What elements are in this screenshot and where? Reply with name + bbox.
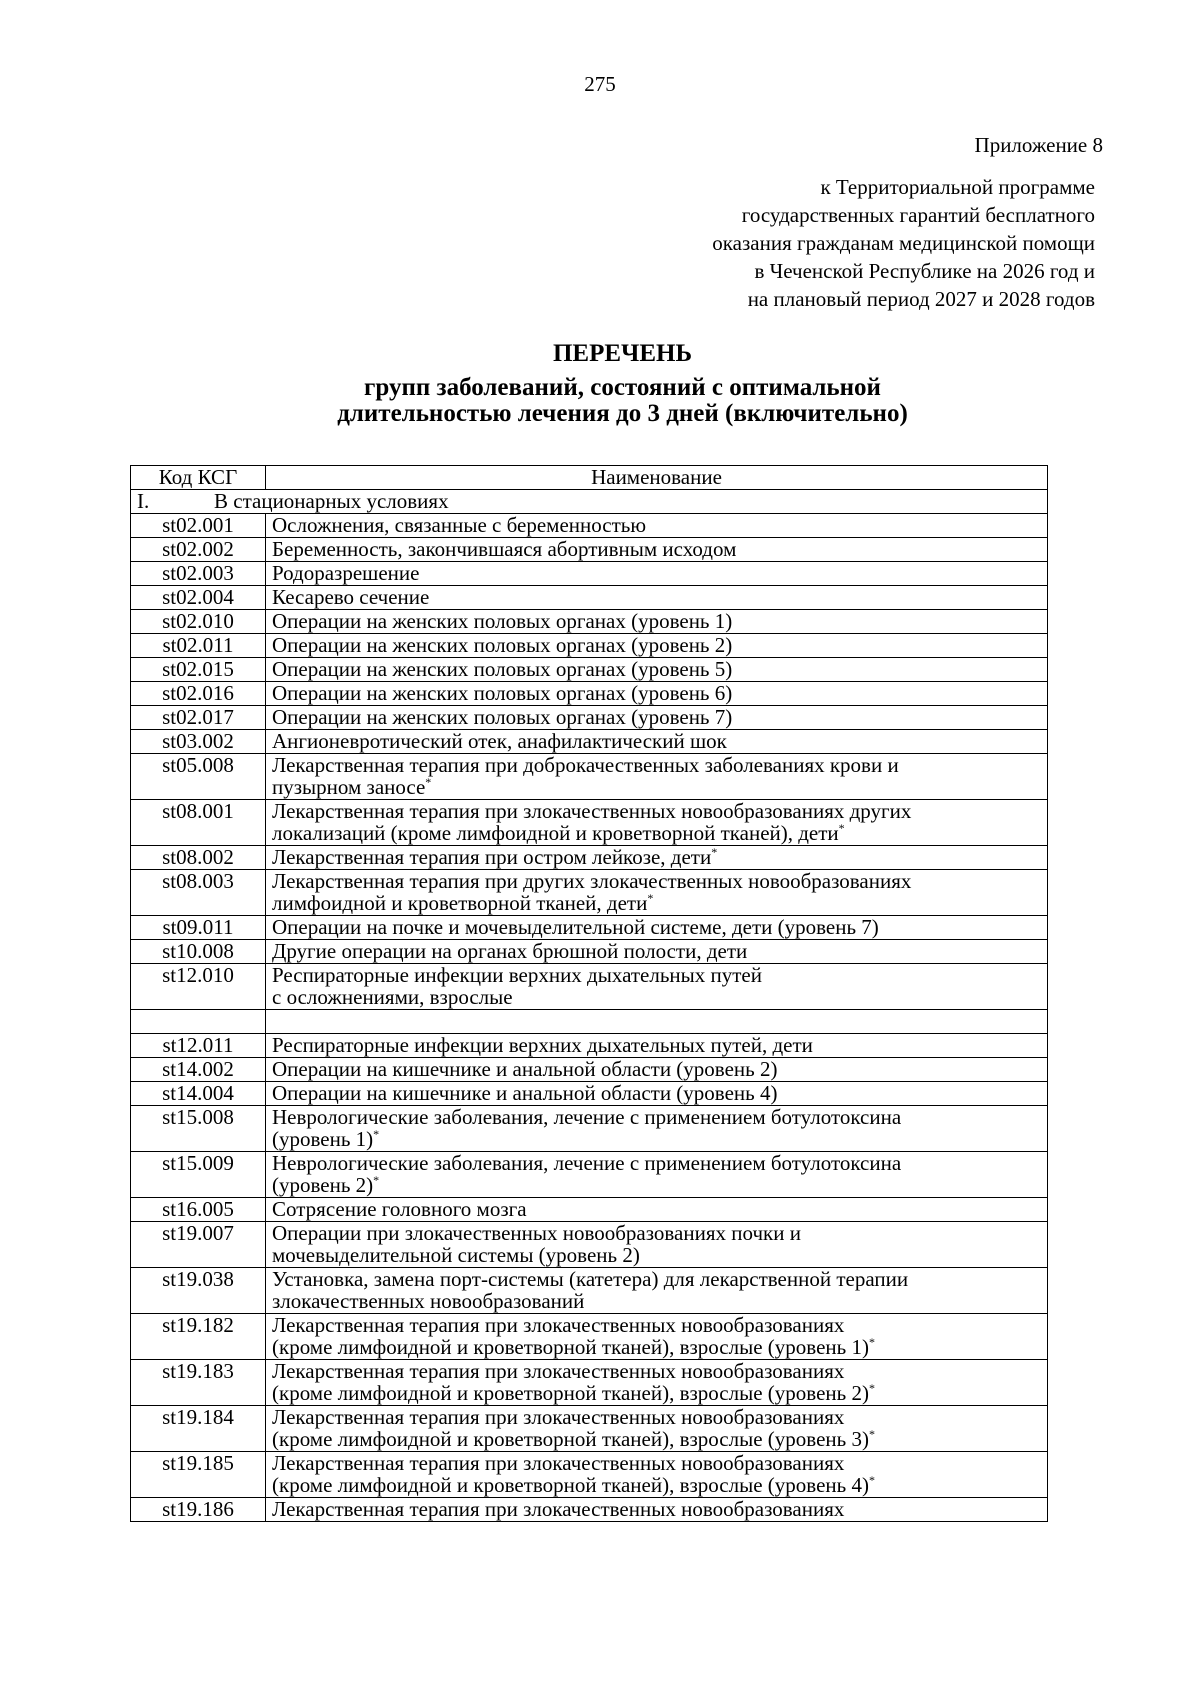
ksg-name-line — [272, 846, 1041, 868]
ksg-name — [266, 1198, 1048, 1222]
ksg-name-text: Кесарево сечение — [272, 585, 430, 609]
header-name: Наименование — [266, 466, 1048, 490]
appendix-line: государственных гарантий бесплатного — [741, 203, 1095, 227]
ksg-name-line — [272, 964, 1041, 986]
section-cell — [131, 490, 1048, 514]
ksg-code: st19.186 — [131, 1498, 266, 1522]
footnote-mark: * — [868, 1381, 875, 1395]
ksg-code: st12.011 — [131, 1034, 266, 1058]
ksg-name-line — [272, 1406, 1041, 1428]
ksg-name-text: Неврологические заболевания, лечение с применением ботулотоксина — [272, 1105, 902, 1129]
table-row — [131, 800, 1048, 846]
ksg-code: st12.010 — [131, 964, 266, 1010]
appendix-title: Приложение 8 — [974, 133, 1103, 157]
ksg-code: st14.004 — [131, 1082, 266, 1106]
ksg-name-text: Операции на кишечнике и анальной области (уровень 4) — [272, 1081, 778, 1105]
table-row — [131, 1452, 1048, 1498]
ksg-name-line — [272, 1382, 1041, 1404]
appendix-subtitle — [712, 173, 1095, 313]
ksg-code: st02.004 — [131, 586, 266, 610]
ksg-name — [266, 514, 1048, 538]
ksg-name — [266, 940, 1048, 964]
table-row — [131, 964, 1048, 1010]
ksg-name — [266, 658, 1048, 682]
ksg-code: st19.182 — [131, 1314, 266, 1360]
ksg-table — [130, 465, 1048, 1522]
ksg-code: st02.010 — [131, 610, 266, 634]
page-number: 275 — [584, 72, 616, 96]
ksg-name — [266, 800, 1048, 846]
footnote-mark: * — [711, 845, 718, 859]
ksg-name-line — [272, 1128, 1041, 1150]
ksg-name — [266, 870, 1048, 916]
ksg-name — [266, 1360, 1048, 1406]
table-row — [131, 1010, 1048, 1034]
ksg-name-line — [272, 706, 1041, 728]
ksg-name-text: Лекарственная терапия при злокачественных новообразованиях — [272, 1359, 845, 1383]
ksg-code: st02.015 — [131, 658, 266, 682]
ksg-name — [266, 1058, 1048, 1082]
ksg-name-line — [272, 892, 1041, 914]
document-subtitle — [0, 375, 1200, 427]
ksg-name — [266, 964, 1048, 1010]
table-row — [131, 1198, 1048, 1222]
ksg-name-text: (кроме лимфоидной и кроветворной тканей), взрослые (уровень 2) — [272, 1381, 869, 1405]
ksg-code: st02.001 — [131, 514, 266, 538]
table-row — [131, 658, 1048, 682]
ksg-name — [266, 586, 1048, 610]
ksg-name-text: (кроме лимфоидной и кроветворной тканей), взрослые (уровень 3) — [272, 1427, 869, 1451]
subtitle-line: групп заболеваний, состояний с оптимальной — [364, 374, 881, 401]
ksg-name — [266, 706, 1048, 730]
ksg-name-line — [272, 1290, 1041, 1312]
ksg-name-line — [272, 658, 1041, 680]
ksg-name-line — [272, 1244, 1041, 1266]
ksg-code: st15.008 — [131, 1106, 266, 1152]
ksg-code: st10.008 — [131, 940, 266, 964]
ksg-code: st03.002 — [131, 730, 266, 754]
ksg-name-text: Лекарственная терапия при злокачественных новообразованиях — [272, 1405, 845, 1429]
ksg-name-text: (кроме лимфоидной и кроветворной тканей), взрослые (уровень 4) — [272, 1473, 869, 1497]
ksg-name-text: с осложнениями, взрослые — [272, 985, 513, 1009]
ksg-name-text: Лекарственная терапия при других злокачественных новообразованиях — [272, 869, 912, 893]
ksg-name-text: Ангионевротический отек, анафилактический шок — [272, 729, 727, 753]
ksg-name-text: Операции на женских половых органах (уровень 2) — [272, 633, 733, 657]
table-row — [131, 870, 1048, 916]
table-row — [131, 916, 1048, 940]
ksg-name-text: лимфоидной и кроветворной тканей, дети — [272, 891, 648, 915]
ksg-name-line — [272, 1174, 1041, 1196]
ksg-name-line — [272, 822, 1041, 844]
ksg-name-line — [272, 1222, 1041, 1244]
section-label: В стационарных условиях — [214, 489, 449, 513]
ksg-name-line — [272, 1106, 1041, 1128]
table-row — [131, 940, 1048, 964]
ksg-name-text: локализаций (кроме лимфоидной и кроветворной тканей), дети — [272, 821, 839, 845]
footnote-mark: * — [373, 1127, 380, 1141]
ksg-name-text: мочевыделительной системы (уровень 2) — [272, 1243, 640, 1267]
ksg-name — [266, 634, 1048, 658]
ksg-name-line — [272, 562, 1041, 584]
ksg-name-line — [272, 940, 1041, 962]
appendix-line: к Территориальной программе — [820, 175, 1095, 199]
table-row — [131, 586, 1048, 610]
ksg-name-line — [272, 1058, 1041, 1080]
ksg-code: st14.002 — [131, 1058, 266, 1082]
table-row — [131, 1058, 1048, 1082]
table-row — [131, 1034, 1048, 1058]
ksg-name — [266, 1010, 1048, 1034]
footnote-mark: * — [373, 1173, 380, 1187]
ksg-name-line — [272, 1474, 1041, 1496]
ksg-code: st19.007 — [131, 1222, 266, 1268]
ksg-code: st15.009 — [131, 1152, 266, 1198]
ksg-name-text: Лекарственная терапия при доброкачественных заболеваниях крови и — [272, 753, 899, 777]
ksg-name-text: Родоразрешение — [272, 561, 420, 585]
ksg-name — [266, 1406, 1048, 1452]
ksg-name-line — [272, 586, 1041, 608]
ksg-name — [266, 610, 1048, 634]
ksg-name-text: (уровень 2) — [272, 1173, 374, 1197]
ksg-code — [131, 1010, 266, 1034]
table-row — [131, 514, 1048, 538]
table-row — [131, 706, 1048, 730]
table-row — [131, 682, 1048, 706]
ksg-code: st02.002 — [131, 538, 266, 562]
footnote-mark: * — [868, 1427, 875, 1441]
table-row — [131, 754, 1048, 800]
ksg-name-text: Осложнения, связанные с беременностью — [272, 513, 647, 537]
ksg-name-text: Сотрясение головного мозга — [272, 1197, 527, 1221]
ksg-name-line — [272, 916, 1041, 938]
table-row — [131, 610, 1048, 634]
ksg-name-line — [272, 1198, 1041, 1220]
ksg-name — [266, 1314, 1048, 1360]
ksg-name — [266, 1152, 1048, 1198]
ksg-code: st19.185 — [131, 1452, 266, 1498]
ksg-name — [266, 1106, 1048, 1152]
ksg-code: st08.001 — [131, 800, 266, 846]
ksg-name — [266, 730, 1048, 754]
ksg-name-text: Другие операции на органах брюшной полости, дети — [272, 939, 748, 963]
ksg-name-line — [272, 1082, 1041, 1104]
document-title: ПЕРЕЧЕНЬ — [552, 340, 693, 367]
ksg-name-text: Установка, замена порт-системы (катетера) для лекарственной терапии — [272, 1267, 909, 1291]
ksg-name-text: Операции при злокачественных новообразованиях почки и — [272, 1221, 801, 1245]
footnote-mark: * — [425, 775, 432, 789]
ksg-code: st05.008 — [131, 754, 266, 800]
table-row — [131, 1498, 1048, 1522]
ksg-name-line — [272, 1360, 1041, 1382]
ksg-code: st08.003 — [131, 870, 266, 916]
footnote-mark: * — [868, 1473, 875, 1487]
ksg-code: st08.002 — [131, 846, 266, 870]
ksg-name-text: Респираторные инфекции верхних дыхательных путей, дети — [272, 1033, 813, 1057]
ksg-name-text: Респираторные инфекции верхних дыхательных путей — [272, 963, 762, 987]
ksg-name — [266, 754, 1048, 800]
table-row — [131, 1406, 1048, 1452]
appendix-line: в Чеченской Республике на 2026 год и — [754, 259, 1095, 283]
ksg-name — [266, 1268, 1048, 1314]
ksg-code: st16.005 — [131, 1198, 266, 1222]
ksg-name-line — [272, 634, 1041, 656]
ksg-name-text: пузырном заносе — [272, 775, 426, 799]
ksg-name-text: Беременность, закончившаяся абортивным исходом — [272, 537, 737, 561]
ksg-name-text: Неврологические заболевания, лечение с применением ботулотоксина — [272, 1151, 902, 1175]
footnote-mark: * — [868, 1335, 875, 1349]
ksg-name-line — [272, 1336, 1041, 1358]
table-row — [131, 846, 1048, 870]
ksg-name-line — [272, 1452, 1041, 1474]
ksg-name-line — [272, 610, 1041, 632]
ksg-code: st19.184 — [131, 1406, 266, 1452]
ksg-name-line — [272, 538, 1041, 560]
footnote-mark: * — [838, 821, 845, 835]
table-row — [131, 1082, 1048, 1106]
ksg-code: st09.011 — [131, 916, 266, 940]
ksg-name-line — [272, 776, 1041, 798]
ksg-code: st02.017 — [131, 706, 266, 730]
ksg-code: st19.183 — [131, 1360, 266, 1406]
ksg-name-line — [272, 754, 1041, 776]
ksg-name-line — [272, 730, 1041, 752]
ksg-name-text: Лекарственная терапия при злокачественных новообразованиях других — [272, 799, 912, 823]
ksg-name-line — [272, 986, 1041, 1008]
footnote-mark: * — [647, 891, 654, 905]
ksg-name-line — [272, 1152, 1041, 1174]
ksg-name-line — [272, 1428, 1041, 1450]
table-row — [131, 1268, 1048, 1314]
ksg-name-line — [272, 800, 1041, 822]
table-row — [131, 1360, 1048, 1406]
ksg-name-line — [272, 1268, 1041, 1290]
ksg-name-text: Лекарственная терапия при злокачественных новообразованиях — [272, 1313, 845, 1337]
ksg-name-text: Лекарственная терапия при злокачественных новообразованиях — [272, 1451, 845, 1475]
appendix-line: на плановый период 2027 и 2028 годов — [747, 287, 1095, 311]
ksg-name-line — [272, 870, 1041, 892]
subtitle-line: длительностью лечения до 3 дней (включительно) — [337, 400, 908, 427]
ksg-name — [266, 1452, 1048, 1498]
table-row — [131, 1106, 1048, 1152]
ksg-name — [266, 562, 1048, 586]
ksg-name-text: Операции на почке и мочевыделительной системе, дети (уровень 7) — [272, 915, 879, 939]
table-row — [131, 634, 1048, 658]
ksg-name — [266, 538, 1048, 562]
ksg-name-line — [272, 1314, 1041, 1336]
ksg-name — [266, 846, 1048, 870]
ksg-name-text: злокачественных новообразований — [272, 1289, 585, 1313]
section-row — [131, 490, 1048, 514]
ksg-name-text: (уровень 1) — [272, 1127, 374, 1151]
ksg-name — [266, 1034, 1048, 1058]
ksg-name-text: Операции на женских половых органах (уровень 5) — [272, 657, 733, 681]
table-row — [131, 1222, 1048, 1268]
table-row — [131, 538, 1048, 562]
ksg-code: st02.016 — [131, 682, 266, 706]
table-row — [131, 1152, 1048, 1198]
ksg-name-line — [272, 682, 1041, 704]
ksg-code: st02.011 — [131, 634, 266, 658]
table-row — [131, 1314, 1048, 1360]
ksg-code: st02.003 — [131, 562, 266, 586]
ksg-name-line — [272, 1034, 1041, 1056]
header-code: Код КСГ — [131, 466, 266, 490]
table-row — [131, 730, 1048, 754]
ksg-name — [266, 1498, 1048, 1522]
ksg-name — [266, 1222, 1048, 1268]
ksg-name-text: Операции на женских половых органах (уровень 1) — [272, 609, 733, 633]
ksg-name-line — [272, 514, 1041, 536]
ksg-name — [266, 1082, 1048, 1106]
appendix-line: оказания гражданам медицинской помощи — [712, 231, 1095, 255]
ksg-name-text: Операции на женских половых органах (уровень 7) — [272, 705, 733, 729]
section-number: I. — [137, 489, 150, 513]
ksg-name-text: Операции на кишечнике и анальной области (уровень 2) — [272, 1057, 778, 1081]
ksg-code: st19.038 — [131, 1268, 266, 1314]
ksg-name-text: (кроме лимфоидной и кроветворной тканей), взрослые (уровень 1) — [272, 1335, 869, 1359]
table-body — [131, 490, 1048, 1522]
table-row — [131, 562, 1048, 586]
ksg-name-text: Лекарственная терапия при остром лейкозе, дети — [272, 845, 712, 869]
ksg-name-text: Лекарственная терапия при злокачественных новообразованиях — [272, 1497, 845, 1521]
table-header-row — [131, 466, 1048, 490]
ksg-name — [266, 916, 1048, 940]
ksg-name-line — [272, 1498, 1041, 1520]
ksg-name-text: Операции на женских половых органах (уровень 6) — [272, 681, 733, 705]
ksg-name — [266, 682, 1048, 706]
